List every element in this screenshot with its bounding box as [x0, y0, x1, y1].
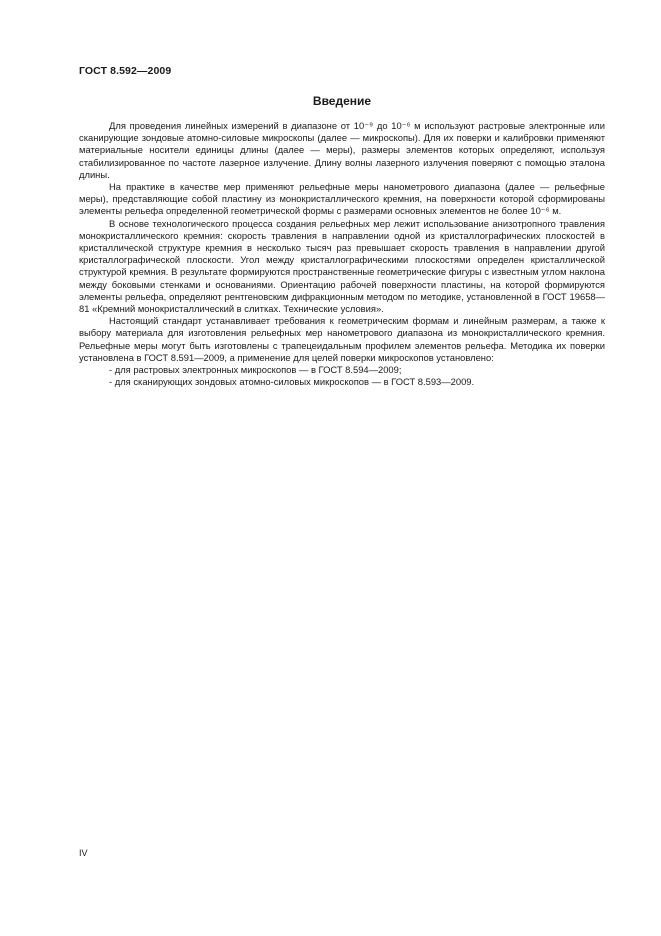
paragraph: Настоящий стандарт устанавливает требования к геометрическим формам и линейным размерам, а также к выбору материала для изготовления рельефных мер нанометрового диапазона из монокристаллического кремния. Рельефные меры могут быть изготовлены с трапецеидальным профилем элементов рельефа. Методика их поверки установлена в ГОСТ 8.591—2009, а применение для целей поверки микроскопов установлено:: [79, 315, 605, 363]
document-header: ГОСТ 8.592—2009: [79, 65, 172, 77]
paragraph: Для проведения линейных измерений в диапазоне от 10⁻⁹ до 10⁻⁶ м используют растровые электронные или сканирующие зондовые атомно-силовые микроскопы (далее — микроскопы). Для их поверки и калибровки применяют материальные носители единицы длины (далее — меры), размеры элементов которых определяют, используя стабилизированное по частоте лазерное излучение. Длину волны лазерного излучения поверяют с помощью эталона длины.: [79, 120, 605, 180]
list-item: - для сканирующих зондовых атомно-силовых микроскопов — в ГОСТ 8.593—2009.: [109, 376, 475, 388]
paragraph: В основе технологического процесса создания рельефных мер лежит использование анизотропного травления монокристаллического кремния: скорость травления в направлении одной из кристаллографических плоскостей в кристаллической структуре кремния в несколько тысяч раз превышает скорость травления в направлении другой кристаллографической плоскости. Угол между кристаллографическими плоскостями определен кристаллической структурой кремния. В результате формируются пространственные геометрические фигуры с известным углом наклона между боковыми стенками и основаниями. Ориентацию рабочей поверхности пластины, на которой формируются элементы рельефа, определяют рентгеновским дифракционным методом по методике, установленной в ГОСТ 19658—81 «Кремний монокристаллический в слитках. Технические условия».: [79, 217, 605, 315]
paragraph: На практике в качестве мер применяют рельефные меры нанометрового диапазона (далее — рельефные меры), представляющие собой пластину из монокристаллического кремния, на поверхности которой сформированы элементы рельефа определенной геометрической формы с размерами основных элементов не более 10⁻⁶ м.: [79, 181, 605, 217]
body-text: [79, 120, 605, 388]
section-title: Введение: [312, 94, 372, 108]
page-number: IV: [79, 848, 88, 858]
list-item: - для растровых электронных микроскопов — в ГОСТ 8.594—2009;: [109, 364, 402, 376]
